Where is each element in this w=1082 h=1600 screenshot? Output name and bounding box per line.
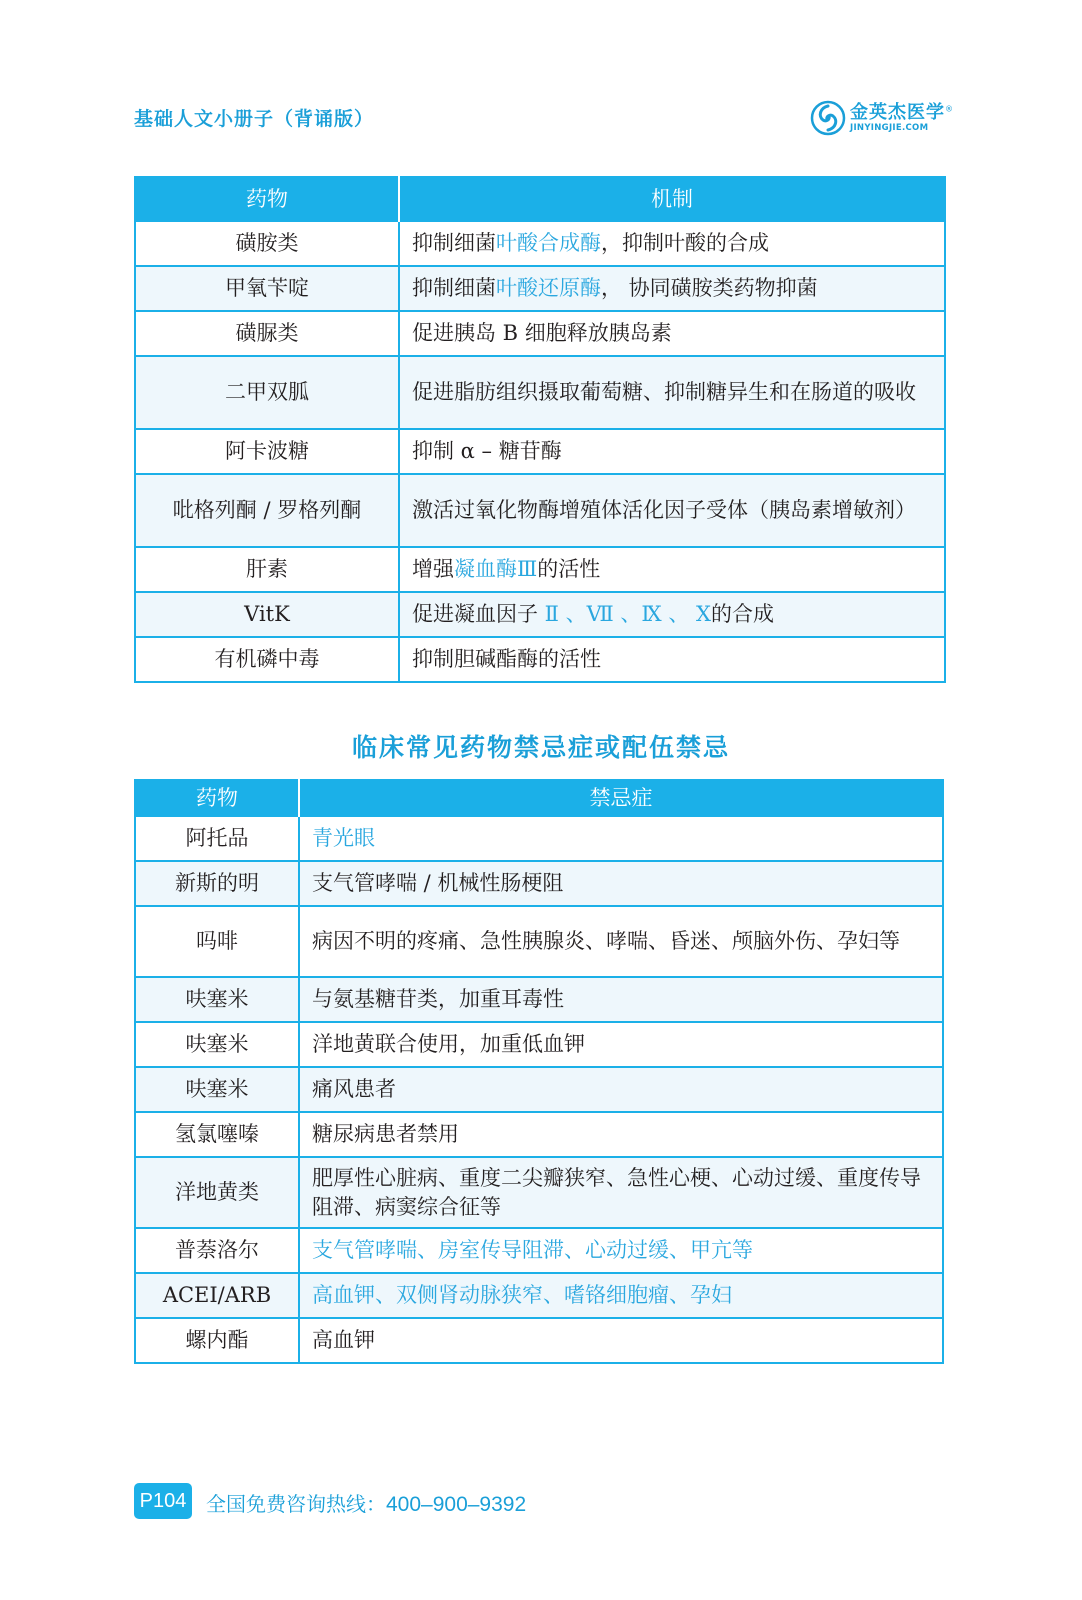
- page-header-title: 基础人文小册子（背诵版）: [134, 108, 375, 130]
- drug-cell: 阿卡波糖: [135, 429, 399, 474]
- contraindication-cell: 肥厚性心脏病、重度二尖瓣狭窄、急性心梗、心动过缓、重度传导阻滞、病窦综合征等: [299, 1157, 943, 1228]
- table-row: [135, 429, 945, 474]
- table-row: [135, 356, 945, 429]
- logo-swirl-icon: [810, 100, 846, 136]
- mechanism-cell: 抑制 α – 糖苷酶: [399, 429, 945, 474]
- drug-cell: 呋塞米: [135, 1067, 299, 1112]
- drug-cell: 吗啡: [135, 906, 299, 977]
- table-row: [135, 592, 945, 637]
- table-row: [135, 1022, 943, 1067]
- contraindication-cell: 支气管哮喘、房室传导阻滞、心动过缓、甲亢等: [299, 1228, 943, 1273]
- drug-cell: 肝素: [135, 547, 399, 592]
- table-row: [135, 816, 943, 861]
- drug-cell: ACEI/ARB: [135, 1273, 299, 1318]
- drug-cell: 吡格列酮 / 罗格列酮: [135, 474, 399, 547]
- table-row: [135, 861, 943, 906]
- contraindication-cell: 高血钾: [299, 1318, 943, 1363]
- drug-cell: 呋塞米: [135, 977, 299, 1022]
- contraindication-cell: 青光眼: [299, 816, 943, 861]
- table-row: [135, 977, 943, 1022]
- contraindication-cell: 洋地黄联合使用，加重低血钾: [299, 1022, 943, 1067]
- mechanism-cell: 促进胰岛 B 细胞释放胰岛素: [399, 311, 945, 356]
- drug-cell: 普萘洛尔: [135, 1228, 299, 1273]
- contraindication-cell: 痛风患者: [299, 1067, 943, 1112]
- drug-cell: 磺脲类: [135, 311, 399, 356]
- table-row: [135, 1273, 943, 1318]
- logo-domain: JINYINGJIE.COM: [850, 122, 929, 133]
- highlight-text: 叶酸合成酶: [496, 231, 601, 255]
- drug-cell: 新斯的明: [135, 861, 299, 906]
- drug-cell: 有机磷中毒: [135, 637, 399, 682]
- table-row: [135, 266, 945, 311]
- column-header-drug: 药物: [135, 779, 299, 816]
- mechanism-cell: 促进凝血因子 Ⅱ 、Ⅶ 、Ⅸ 、 Ⅹ的合成: [399, 592, 945, 637]
- table-row: [135, 1112, 943, 1157]
- table-row: [135, 221, 945, 266]
- drug-cell: VitK: [135, 592, 399, 637]
- drug-cell: 甲氧苄啶: [135, 266, 399, 311]
- hotline-label: 全国免费咨询热线：: [206, 1492, 386, 1516]
- table-row: [135, 906, 943, 977]
- section-title: 临床常见药物禁忌症或配伍禁忌: [351, 733, 730, 762]
- hotline: [206, 1488, 526, 1517]
- column-header-drug: 药物: [135, 176, 399, 221]
- table-header-row: [135, 779, 943, 816]
- contraindication-table: [134, 779, 944, 1364]
- highlight-text: 凝血酶Ⅲ: [454, 557, 538, 581]
- contraindication-cell: 糖尿病患者禁用: [299, 1112, 943, 1157]
- drug-cell: 二甲双胍: [135, 356, 399, 429]
- mechanism-cell: 抑制细菌叶酸还原酶， 协同磺胺类药物抑菌: [399, 266, 945, 311]
- contraindication-cell: 与氨基糖苷类，加重耳毒性: [299, 977, 943, 1022]
- table-header-row: [135, 176, 945, 221]
- table-row: [135, 1067, 943, 1112]
- drug-cell: 洋地黄类: [135, 1157, 299, 1228]
- mechanism-cell: 抑制细菌叶酸合成酶，抑制叶酸的合成: [399, 221, 945, 266]
- brand-logo: [810, 100, 960, 136]
- drug-cell: 阿托品: [135, 816, 299, 861]
- column-header-contraindication: 禁忌症: [299, 779, 943, 816]
- contraindication-cell: 支气管哮喘 / 机械性肠梗阻: [299, 861, 943, 906]
- drug-cell: 磺胺类: [135, 221, 399, 266]
- mechanism-cell: 促进脂肪组织摄取葡萄糖、抑制糖异生和在肠道的吸收: [399, 356, 945, 429]
- logo-registered-mark: ®: [945, 104, 953, 114]
- contraindication-cell: 高血钾、双侧肾动脉狭窄、嗜铬细胞瘤、孕妇: [299, 1273, 943, 1318]
- table-row: [135, 311, 945, 356]
- table-row: [135, 474, 945, 547]
- drug-cell: 螺内酯: [135, 1318, 299, 1363]
- contraindication-cell: 病因不明的疼痛、急性胰腺炎、哮喘、昏迷、颅脑外伤、孕妇等: [299, 906, 943, 977]
- drug-cell: 呋塞米: [135, 1022, 299, 1067]
- column-header-mechanism: 机制: [399, 176, 945, 221]
- table-row: [135, 637, 945, 682]
- logo-name: 金英杰医学: [850, 101, 945, 123]
- drug-cell: 氢氯噻嗪: [135, 1112, 299, 1157]
- mechanism-cell: 激活过氧化物酶增殖体活化因子受体（胰岛素增敏剂）: [399, 474, 945, 547]
- mechanism-cell: 抑制胆碱酯酶的活性: [399, 637, 945, 682]
- table-row: [135, 547, 945, 592]
- table-row: [135, 1157, 943, 1228]
- hotline-number: 400–900–9392: [386, 1493, 527, 1516]
- highlight-text: 叶酸还原酶: [496, 276, 601, 300]
- page-number-badge: P104: [134, 1483, 192, 1519]
- mechanism-cell: 增强凝血酶Ⅲ的活性: [399, 547, 945, 592]
- mechanism-table: [134, 176, 946, 683]
- highlight-text: Ⅱ 、Ⅶ 、Ⅸ 、 Ⅹ: [538, 602, 711, 626]
- table-row: [135, 1228, 943, 1273]
- table-row: [135, 1318, 943, 1363]
